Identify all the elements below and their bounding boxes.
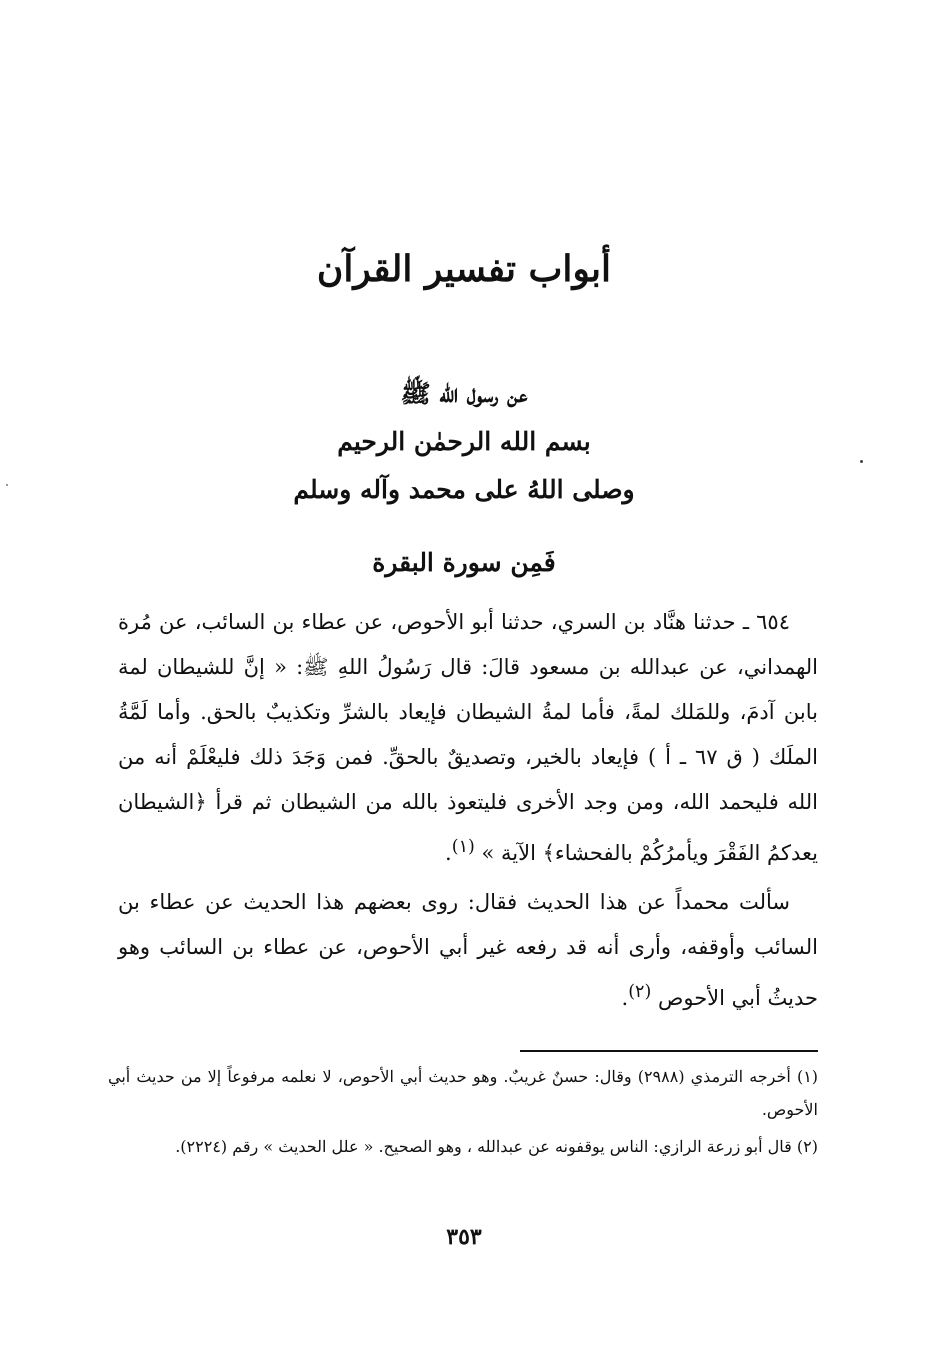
scan-speck (860, 460, 863, 463)
intro-line-basmala: بسم الله الرحمٰن الرحيم (337, 427, 591, 456)
footnote-ref-2: (٢) (628, 982, 652, 1002)
footnote-number: (١) (796, 1067, 819, 1086)
intro-line-salawat: وصلى اللهُ على محمد وآله وسلم (293, 475, 635, 504)
main-title: أبواب تفسير القرآن (316, 248, 612, 290)
footnote-item (108, 1130, 818, 1163)
intro-line-1: عن رسول الله ﷺ (400, 379, 528, 408)
scan-speck (6, 484, 8, 486)
commentary-paragraph: سألت محمداً عن هذا الحديث فقال: روى بعضهم هذا الحديث عن عطاء بن السائب وأوقفه، وأرى أنه قد رفعه غير أبي الأحوص، عن عطاء بن السائب وهو حديثُ أبي الأحوص $^{(٢)}$. (118, 890, 818, 1010)
footnote-text: قال أبو زرعة الرازي: الناس يوقفونه عن عبدالله ، وهو الصحيح. « علل الحديث » رقم (٢٢٢٤). (175, 1137, 792, 1156)
footnote-separator (520, 1050, 818, 1052)
footnote-number: (٢) (796, 1137, 818, 1156)
page-number: ٣٥٣ (446, 1224, 482, 1250)
footnotes (108, 1060, 818, 1167)
commentary-text: سألت محمداً عن هذا الحديث فقال: روى بعضهم هذا الحديث عن عطاء بن السائب وأوقفه، وأرى أنه قد رفعه غير أبي الأحوص، عن عطاء بن السائب وهو حديثُ أبي الأحوص (118, 890, 818, 1010)
hadith-paragraph: ٦٥٤ ـ حدثنا هنَّاد بن السري، حدثنا أبو الأحوص، عن عطاء بن السائب، عن مُرة الهمداني، عن عبدالله بن مسعود قالَ: قال رَسُولُ اللهِ ﷺ: « إنَّ للشيطان لمة بابن آدمَ، وللمَلك لمةً، فأما لمةُ الشيطان فإيعاد بالشرِّ وتكذيبٌ بالحق. وأما لَمَّةُ الملَك ( ق ٦٧ ـ أ ) فإيعاد بالخير، وتصديقٌ بالحقِّ. فمن وَجَدَ ذلك فليعْلَمْ أنه من الله فليحمد الله، ومن وجد الأخرى فليتعوذ بالله من الشيطان ثم قرأ ﴿الشيطان يعدكمُ الفَقْرَ ويأمرُكُمْ بالفحشاء﴾ الآية » $^{(١)}$. (118, 610, 818, 865)
footnote-item (108, 1060, 818, 1126)
footnote-text: أخرجه الترمذي (٢٩٨٨) وقال: حسنٌ غريبٌ. وهو حديث أبي الأحوص، لا نعلمه مرفوعاً إلا من حديث أبي الأحوص. (108, 1067, 818, 1119)
section-title: فَمِن سورة البقرة (372, 548, 556, 577)
hadith-text: ٦٥٤ ـ حدثنا هنَّاد بن السري، حدثنا أبو الأحوص، عن عطاء بن السائب، عن مُرة الهمداني، عن عبدالله بن مسعود قالَ: قال رَسُولُ اللهِ ﷺ: « إنَّ للشيطان لمة بابن آدمَ، وللمَلك لمةً، فأما لمةُ الشيطان فإيعاد بالشرِّ وتكذيبٌ بالحق. وأما لَمَّةُ الملَك ( ق ٦٧ ـ أ ) فإيعاد بالخير، وتصديقٌ بالحقِّ. فمن وَجَدَ ذلك فليعْلَمْ أنه من الله فليحمد الله، ومن وجد الأخرى فليتعوذ بالله من الشيطان ثم قرأ ﴿الشيطان يعدكمُ الفَقْرَ ويأمرُكُمْ بالفحشاء﴾ الآية » (118, 610, 818, 865)
footnote-ref-1: (١) (451, 837, 475, 857)
intro-block (0, 370, 928, 514)
